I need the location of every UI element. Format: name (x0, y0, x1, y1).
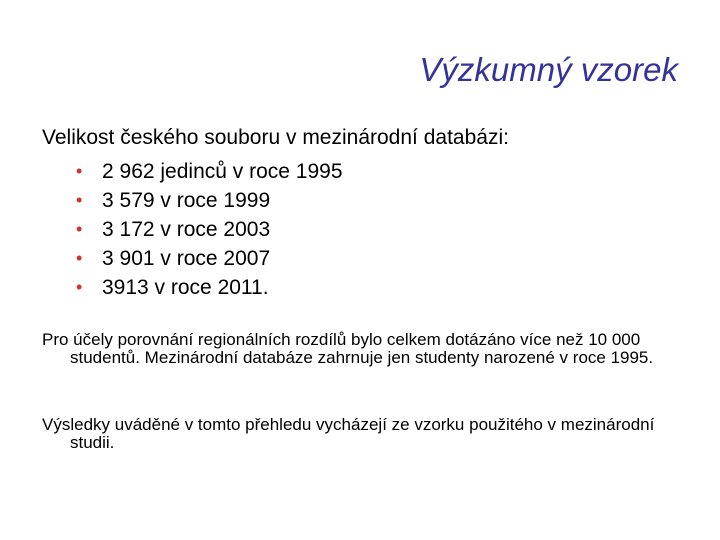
intro-text: Velikost českého souboru v mezinárodní databázi: (42, 126, 509, 149)
list-item (76, 244, 343, 273)
list-item (76, 157, 343, 186)
bullet-icon: • (76, 219, 83, 239)
paragraph-results-source: Výsledky uváděné v tomto přehledu vycházejí ze vzorku použitého v mezinárodní studii. (42, 415, 655, 452)
list-item (76, 215, 343, 244)
bullet-icon: • (76, 161, 83, 181)
paragraph-regional-comparison: Pro účely porovnání regionálních rozdílů bylo celkem dotázáno více než 10 000 studentů. Mezinárodní databáze zahrnuje jen studenty narozené v roce 1995. (42, 330, 654, 367)
list-item-text: 3 901 v roce 2007 (102, 247, 271, 270)
bullet-icon: • (76, 277, 83, 297)
list-item-text: 2 962 jedinců v roce 1995 (102, 160, 343, 183)
bullet-icon: • (76, 248, 83, 268)
list-item (76, 186, 343, 215)
bullet-icon: • (76, 190, 83, 210)
list-item-text: 3 579 v roce 1999 (102, 189, 271, 212)
list-item-text: 3913 v roce 2011. (102, 276, 269, 299)
list-item-text: 3 172 v roce 2003 (102, 218, 271, 241)
slide-title: Výzkumný vzorek (419, 51, 678, 88)
list-item (76, 273, 343, 302)
sample-size-list (76, 157, 343, 302)
